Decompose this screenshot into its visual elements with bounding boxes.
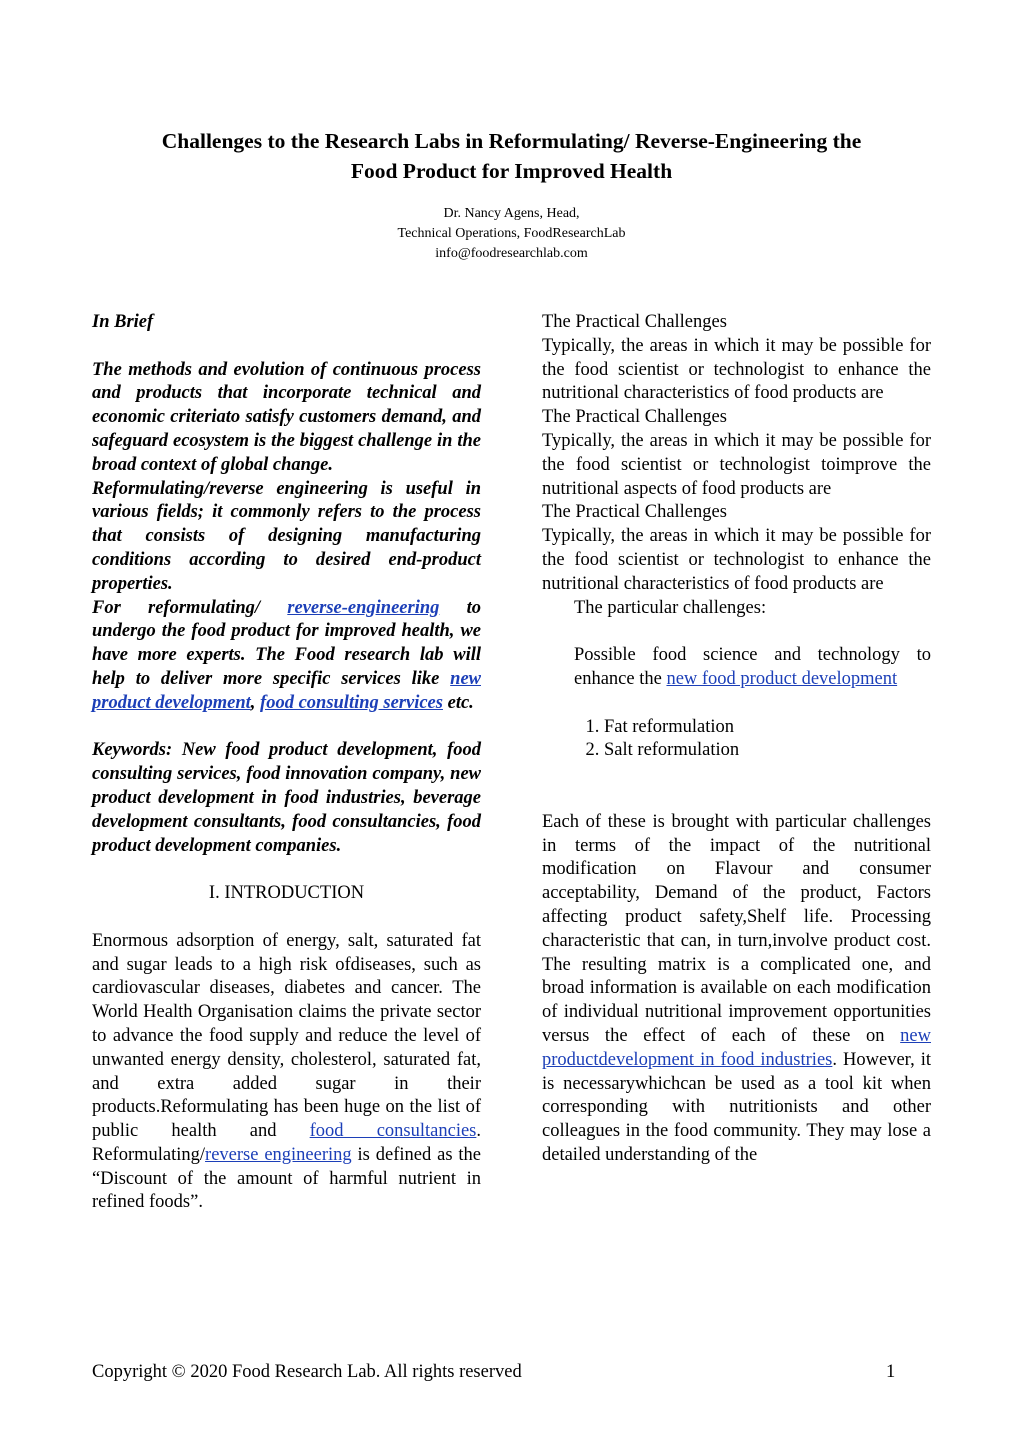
author-name: Dr. Nancy Agens, Head, [443, 206, 580, 221]
link-food-consultancies[interactable]: food consultancies [309, 1121, 477, 1142]
practical-challenges-heading-2: The Practical Challenges [542, 407, 727, 428]
possible-paragraph: Possible food science and technology to enhance the new food product development [574, 645, 931, 689]
link-new-product-development-food-industries[interactable]: new productdevelopment in food industries [542, 1025, 931, 1070]
particular-challenges-label: The particular challenges: [574, 597, 767, 618]
list-item: 2. Salt reformulation [604, 739, 931, 763]
abstract-paragraph-3: For reformulating/ reverse-engineering to undergo the food product for improved health, we have more experts. The Food research lab will help to deliver more specific services like new product development, food consulting services etc. [92, 597, 482, 713]
challenges-list [542, 716, 931, 764]
practical-challenges-text-1: Typically, the areas in which it may be possible for the food scientist or technologist to enhance the nutritional characteristics of food products are [542, 335, 931, 404]
abstract-paragraph-2: Reformulating/reverse engineering is useful in various fields; it commonly refers to the process that consists of designing manufacturing conditions according to desired end-product properties. [92, 478, 481, 594]
right-column [542, 311, 931, 1168]
keywords: Keywords: New food product development, food consulting services, food innovation company, new product development in food industries, beverage development consultants, food consultancies, food product development companies. [92, 740, 481, 856]
author-affiliation: Technical Operations, FoodResearchLab [397, 226, 626, 241]
practical-challenges-heading-3: The Practical Challenges [542, 502, 727, 523]
title-line-2: Food Product for Improved Health [350, 159, 673, 183]
abstract-paragraph-1: The methods and evolution of continuous process and products that incorporate technical and economic criteriato satisfy customers demand, and safeguard ecosystem is the biggest challenge in the broad context of global change. [92, 359, 481, 475]
page-number: 1 [886, 1362, 896, 1382]
title-line-1: Challenges to the Research Labs in Reformulating/ Reverse-Engineering the [161, 129, 862, 153]
author-block [92, 204, 931, 264]
introduction-paragraph: Enormous adsorption of energy, salt, saturated fat and sugar leads to a high risk ofdiseases, such as cardiovascular diseases, diabetes and cancer. The World Health Organisation claims the private sector to advance the food supply and reduce the level of unwanted energy density, cholesterol, saturated fat, and extra added sugar in their products.Reformulating has been huge on the list of public health and food consultancies. Reformulating/reverse engineering is defined as the “Discount of the amount of harmful nutrient in refined foods”. [92, 930, 481, 1213]
document-title [92, 126, 931, 186]
author-email: info@foodresearchlab.com [435, 246, 588, 261]
link-new-product-development[interactable]: new product development [92, 668, 481, 713]
link-food-consulting-services[interactable]: food consulting services [260, 692, 443, 713]
in-brief-heading: In Brief [92, 312, 154, 332]
link-new-food-product-development[interactable]: new food product development [666, 668, 898, 689]
each-of-these-paragraph: Each of these is brought with particular challenges in terms of the impact of the nutritional modification on Flavour and consumer acceptability, Demand of the product, Factors affecting product safety,Shelf life. Processing characteristic that can, in turn,involve product cost. The resulting matrix is a complicated one, and broad information is available on each modification of individual nutritional improvement opportunities versus the effect of each of these on new productdevelopment in food industries. However, it is necessarywhichcan be used as a tool kit when corresponding with nutritionists and other colleagues in the food community. They may lose a detailed understanding of the [542, 811, 932, 1165]
left-column [92, 311, 481, 1215]
list-item: 1. Fat reformulation [604, 716, 931, 740]
section-heading-introduction: I. INTRODUCTION [208, 883, 365, 904]
link-reverse-engineering[interactable]: reverse-engineering [287, 597, 440, 618]
practical-challenges-heading-1: The Practical Challenges [542, 312, 727, 332]
footer-copyright: Copyright © 2020 Food Research Lab. All rights reserved [92, 1362, 522, 1382]
practical-challenges-text-2: Typically, the areas in which it may be possible for the food scientist or technologist toimprove the nutritional aspects of food products are [542, 430, 931, 499]
practical-challenges-text-3: Typically, the areas in which it may be possible for the food scientist or technologist to enhance the nutritional characteristics of food products are [542, 526, 931, 594]
link-reverse-engineering-2[interactable]: reverse engineering [205, 1144, 352, 1165]
